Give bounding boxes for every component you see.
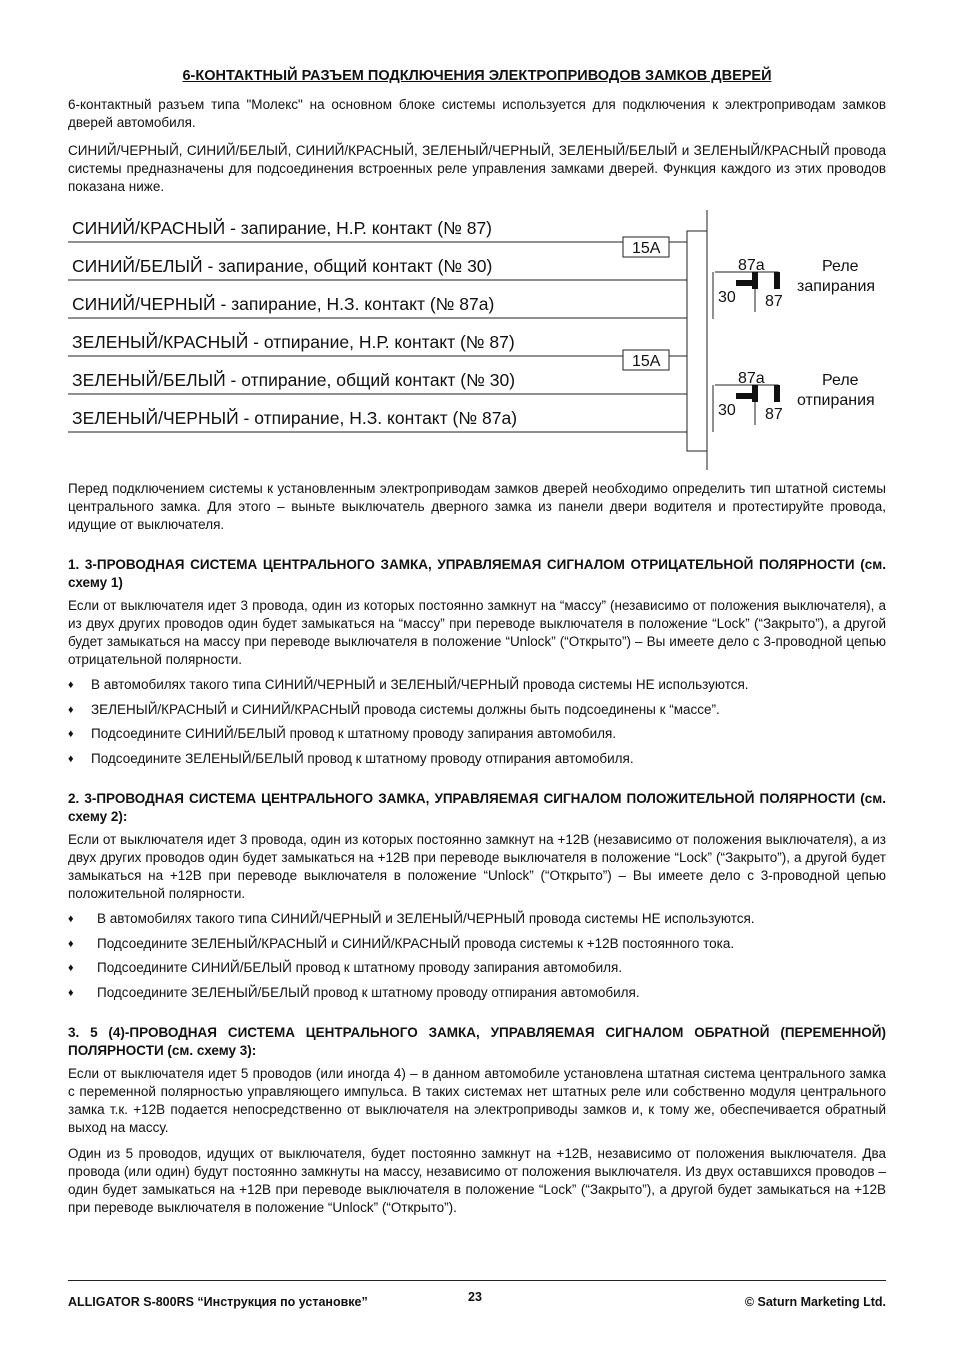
wire-label: СИНИЙ/БЕЛЫЙ - запирание, общий контакт (№ 30) [72, 256, 493, 276]
relay-contact [774, 385, 780, 402]
relay-contact [752, 272, 758, 289]
wire-label: ЗЕЛЕНЫЙ/ЧЕРНЫЙ - отпирание, Н.З. контакт (№ 87а) [72, 408, 518, 428]
section-1-bullets [68, 676, 886, 774]
section-2-bullets [68, 910, 886, 1008]
intro-paragraph-1: 6-контактный разъем типа "Молекс" на основном блоке системы используется для подключения к электроприводам замков дверей автомобиля. [68, 97, 886, 130]
footer-divider [68, 1280, 886, 1281]
pin-30-label: 30 [718, 402, 736, 419]
list-item: ♦ ЗЕЛЕНЫЙ/КРАСНЫЙ и СИНИЙ/КРАСНЫЙ провода системы должны быть подсоединены к “массе”. [68, 701, 886, 726]
footer-right: © Saturn Marketing Ltd. [744, 1295, 886, 1309]
wire-label: СИНИЙ/КРАСНЫЙ - запирание, Н.Р. контакт (№ 87) [72, 218, 492, 238]
footer-left: ALLIGATOR S-800RS “Инструкция по установке” [68, 1295, 368, 1309]
pin-87a-label: 87а [738, 257, 765, 274]
intro-paragraph-2: СИНИЙ/ЧЕРНЫЙ, СИНИЙ/БЕЛЫЙ, СИНИЙ/КРАСНЫЙ, ЗЕЛЕНЫЙ/ЧЕРНЫЙ, ЗЕЛЕНЫЙ/БЕЛЫЙ и ЗЕЛЕНЫЙ/КРАСНЫЙ провода системы предназначены для подсоединения встроенных реле управления замками дверей. Функция каждого из этих проводов показана ниже. [68, 143, 886, 194]
list-item: ♦ Подсоедините ЗЕЛЕНЫЙ/КРАСНЫЙ и СИНИЙ/КРАСНЫЙ провода системы к +12В постоянного тока. [68, 935, 886, 960]
pin-87a-label: 87а [738, 370, 765, 387]
connector-block [687, 231, 707, 451]
relay-lock-label: запирания [797, 278, 876, 295]
wire-label: СИНИЙ/ЧЕРНЫЙ - запирание, Н.З. контакт (№ 87а) [72, 294, 495, 314]
section-3-text-2: Один из 5 проводов, идущих от выключателя, будет постоянно замкнут на +12В, независимо от положения выключателя. Два провода (или один) будут постоянно замкнуты на массу, независимо от положения выключателя. Из двух оставшихся проводов – один будет замыкаться на +12В при переводе выключателя в положение “Lock” (“Закрыто”), а другой будет замыкаться на +12В при переводе выключателя в положение “Unlock” (“Открыто”). [68, 1146, 886, 1215]
section-2-heading: 2. 3-ПРОВОДНАЯ СИСТЕМА ЦЕНТРАЛЬНОГО ЗАМКА, УПРАВЛЯЕМАЯ СИГНАЛОМ ПОЛОЖИТЕЛЬНОЙ ПОЛЯРНОСТИ (см. схему 2): [68, 791, 886, 824]
section-2-text: Если от выключателя идет 3 провода, один из которых постоянно замкнут на +12В (независимо от положения выключателя), а из двух других проводов один будет замыкаться на +12В при переводе выключателя в положение “Lock” (“Закрыто”), а другой будет замыкаться на +12В при переводе выключателя в положение “Unlock” (“Открыто”) – Вы имеете дело с 3-проводной цепью положительной полярности. [68, 832, 886, 901]
list-item: ♦ В автомобилях такого типа СИНИЙ/ЧЕРНЫЙ и ЗЕЛЕНЫЙ/ЧЕРНЫЙ провода системы НЕ используются. [68, 676, 886, 701]
list-item: ♦ Подсоедините СИНИЙ/БЕЛЫЙ провод к штатному проводу запирания автомобиля. [68, 725, 886, 750]
page-number: 23 [468, 1290, 482, 1304]
wire-label: ЗЕЛЕНЫЙ/БЕЛЫЙ - отпирание, общий контакт (№ 30) [72, 370, 516, 390]
wire-label: ЗЕЛЕНЫЙ/КРАСНЫЙ - отпирание, Н.Р. контакт (№ 87) [72, 332, 515, 352]
section-3-text-1: Если от выключателя идет 5 проводов (или иногда 4) – в данном автомобиле установлена штатная система центрального замка с переменной полярностью управляющего импульса. В таких системах нет штатных реле или собственно модуля центрального замка т.к. +12В подается непосредственно от выключателя на электроприводы замков и, к тому же, обеспечивается обратный выход на массу. [68, 1066, 886, 1135]
fuse-label: 15А [632, 240, 661, 257]
relay-contact [774, 272, 780, 289]
pin-30-label: 30 [718, 289, 736, 306]
section-1-heading: 1. 3-ПРОВОДНАЯ СИСТЕМА ЦЕНТРАЛЬНОГО ЗАМКА, УПРАВЛЯЕМАЯ СИГНАЛОМ ОТРИЦАТЕЛЬНОЙ ПОЛЯРНОСТИ (см. схему 1) [68, 557, 886, 590]
relay-unlock-label: отпирания [797, 392, 875, 409]
relay-unlock-label: Реле [822, 372, 859, 389]
section-1-text: Если от выключателя идет 3 провода, один из которых постоянно замкнут на “массу” (независимо от положения выключателя), а из двух других проводов один будет замыкаться на “массу” при переводе выключателя в положение “Lock” (“Закрыто”), а другой будет замыкаться на массу при переводе выключателя в положение “Unlock” (“Открыто”) – Вы имеете дело с 3-проводной цепью отрицательной полярности. [68, 598, 886, 667]
paragraph-before-connection: Перед подключением системы к установленным электроприводам замков дверей необходимо определить тип штатной системы центрального замка. Для этого – выньте выключатель дверного замка из панели двери водителя и протестируйте провода, идущие от выключателя. [68, 481, 886, 532]
relay-contact [752, 385, 758, 402]
relay-contact [736, 280, 753, 286]
list-item: ♦ Подсоедините СИНИЙ/БЕЛЫЙ провод к штатному проводу запирания автомобиля. [68, 959, 886, 984]
page-title: 6-КОНТАКТНЫЙ РАЗЪЕМ ПОДКЛЮЧЕНИЯ ЭЛЕКТРОПРИВОДОВ ЗАМКОВ ДВЕРЕЙ [182, 68, 772, 84]
section-3-heading: 3. 5 (4)-ПРОВОДНАЯ СИСТЕМА ЦЕНТРАЛЬНОГО ЗАМКА, УПРАВЛЯЕМАЯ СИГНАЛОМ ОБРАТНОЙ (ПЕРЕМЕННОЙ) ПОЛЯРНОСТИ (см. схему 3): [68, 1025, 886, 1058]
pin-87-label: 87 [765, 293, 783, 310]
relay-lock-label: Реле [822, 258, 859, 275]
list-item: ♦ В автомобилях такого типа СИНИЙ/ЧЕРНЫЙ и ЗЕЛЕНЫЙ/ЧЕРНЫЙ провода системы НЕ используются. [68, 910, 886, 935]
list-item: ♦ Подсоедините ЗЕЛЕНЫЙ/БЕЛЫЙ провод к штатному проводу отпирания автомобиля. [68, 984, 886, 1009]
list-item: ♦ Подсоедините ЗЕЛЕНЫЙ/БЕЛЫЙ провод к штатному проводу отпирания автомобиля. [68, 750, 886, 775]
pin-87-label: 87 [765, 406, 783, 423]
relay-contact [736, 393, 753, 399]
fuse-label: 15А [632, 353, 661, 370]
